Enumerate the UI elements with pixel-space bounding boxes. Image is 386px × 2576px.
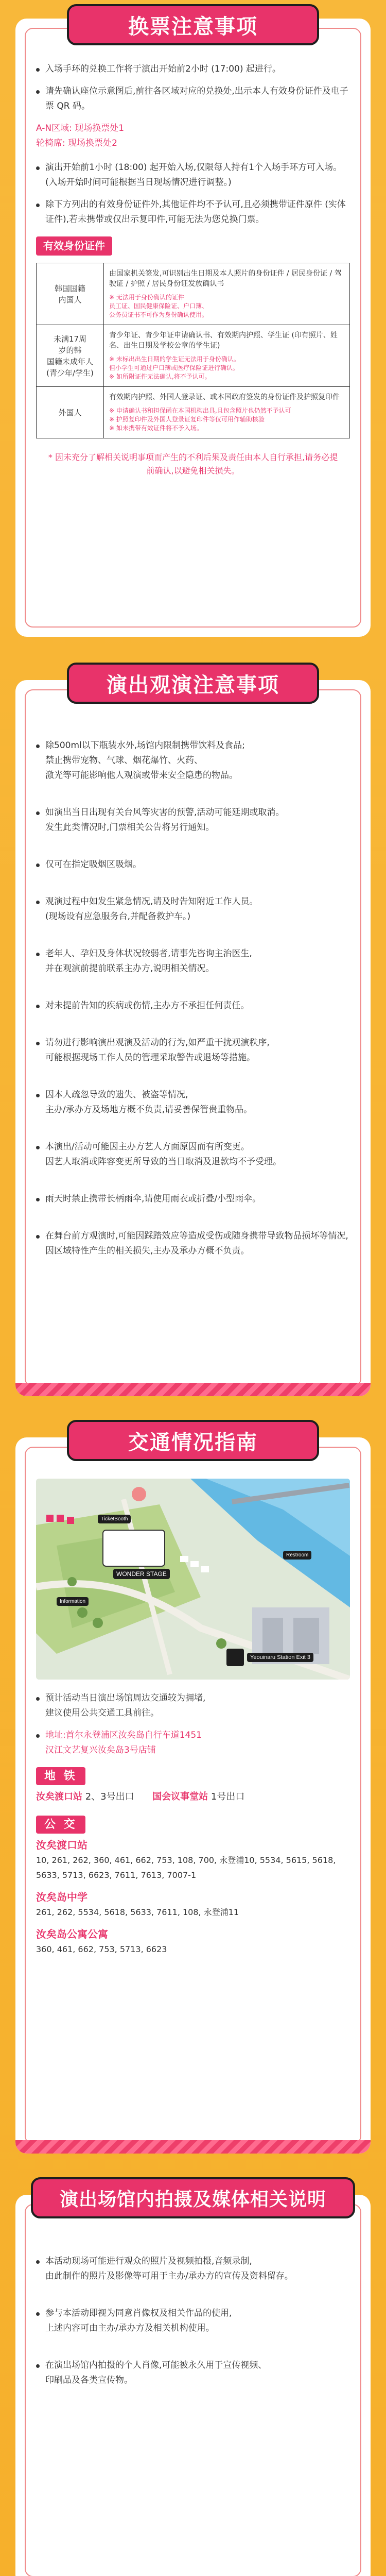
media-bullet-3: 在演出场馆内拍摄的个人肖像,可能被永久用于宣传视频、 印刷品及各类宣传物。 xyxy=(36,2358,350,2388)
viewing-bullet-1: 除500ml以下瓶装水外,场馆内限制携带饮料及食品; 禁止携带宠物、气球、烟花爆竹、火药、 激光等可能影响他人观演或带来安全隐患的物品。 xyxy=(36,738,350,783)
id-table-cell-korean xyxy=(104,263,350,325)
id-table-head-korean: 韩国国籍 内国人 xyxy=(37,263,104,325)
bus-routes-1: 10, 261, 262, 360, 461, 662, 753, 108, 700, 永登浦10, 5534, 5615, 5618, 5633, 5713, 6623, 7611, 7613, 7007-1 xyxy=(36,1855,336,1880)
viewing-bullet-9: 本演出/活动可能因主办方艺人方面原因而有所变更。 因艺人取消或阵容变更所导致的当日取消及退款均不予受理。 xyxy=(36,1140,350,1170)
media-title: 演出场馆内拍摄及媒体相关说明 xyxy=(59,2189,326,2210)
bus-routes-2: 261, 262, 5534, 5618, 5633, 7611, 108, 永登浦11 xyxy=(36,1907,239,1917)
table-row xyxy=(37,263,350,325)
venue-map-illustration xyxy=(36,1479,350,1680)
exchange-title-pill xyxy=(67,4,319,45)
id-tag: 有效身份证件 xyxy=(36,236,112,256)
id-table-body-foreigner: 有效期内护照、外国人登录证、或本国政府签发的身份证件及护照复印件 xyxy=(109,393,340,401)
viewing-bullet-4: 观演过程中如发生紧急情况,请及时告知附近工作人员。 (现场设有应急服务台,并配备救护车。) xyxy=(36,894,350,924)
viewing-bullet-6: 对未提前告知的疾病或伤情,主办方不承担任何责任。 xyxy=(36,998,350,1013)
viewing-section xyxy=(36,723,350,1281)
map-label-restroom: Restroom xyxy=(283,1551,311,1560)
bus-stop-2: 汝矣岛中学 xyxy=(36,1891,87,1903)
traffic-section xyxy=(36,1691,350,1957)
subway-tag-wrap xyxy=(36,1767,350,1785)
subway-tag: 地 铁 xyxy=(36,1767,85,1785)
bus-tag: 公 交 xyxy=(36,1816,85,1834)
bus-stop-1: 汝矣渡口站 xyxy=(36,1839,87,1851)
exchange-section xyxy=(36,62,350,478)
table-row xyxy=(37,325,350,387)
bus-group-1 xyxy=(36,1838,350,1883)
subway-info-2: 1号出口 xyxy=(210,1791,245,1802)
viewing-title-pill xyxy=(67,663,319,704)
zone-item-a-n: A-N区域: 现场换票处1 xyxy=(36,123,125,133)
id-table-notes-korean: ※ 无法用于身份确认的证件 员工证、国民健康保险证、户口簿、 公务员证书不可作为身份确认使用。 xyxy=(109,294,208,318)
venue-address: 地址:首尔永登浦区汝矣岛自行车道1451 汉江文艺复兴汝矣岛3号店铺 xyxy=(36,1728,350,1758)
viewing-bullet-2: 如演出当日出现有关台风等灾害的预警,活动可能延期或取消。 发生此类情况时,门票相关公告将另行通知。 xyxy=(36,805,350,835)
exchange-bullet-2: 请先确认座位示意图后,前往各区域对应的兑换处,出示本人有效身份证件及电子票 QR 码。 xyxy=(36,84,350,114)
bus-stop-3: 汝矣岛公寓公寓 xyxy=(36,1928,108,1940)
bus-tag-wrap xyxy=(36,1816,350,1834)
viewing-bullet-11: 在舞台前方观演时,可能因踩踏效应等造成受伤或随身携带导致物品损坏等情况,因区域特性产生的相关损失,主办及承办方概不负责。 xyxy=(36,1229,350,1259)
map-label-ticketbooth: TicketBooth xyxy=(98,1515,131,1523)
traffic-title: 交通情况指南 xyxy=(128,1430,258,1454)
viewing-bullet-5: 老年人、孕妇及身体状况较弱者,请事先咨询主治医生, 并在观演前提前联系主办方,说明相关情况。 xyxy=(36,946,350,976)
media-bullet-2: 参与本活动即视为同意肖像权及相关作品的使用, 上述内容可由主办/承办方及相关机构使用。 xyxy=(36,2306,350,2336)
id-table-body-korean: 由国家机关签发,可识别出生日期及本人照片的身份证件 / 居民身份证 / 驾驶证 / 护照 / 居民身份证发放确认书 xyxy=(109,269,342,288)
viewing-bullet-3: 仅可在指定吸烟区吸烟。 xyxy=(36,857,350,872)
exchange-bullet-1: 入场手环的兑换工作将于演出开始前2小时 (17:00) 起进行。 xyxy=(36,62,350,77)
media-section xyxy=(36,2239,350,2410)
map-label-stage: WONDER STAGE xyxy=(113,1569,170,1579)
table-row xyxy=(37,387,350,438)
viewing-bullet-10: 雨天时禁止携带长柄雨伞,请使用雨衣或折叠/小型雨伞。 xyxy=(36,1192,350,1207)
subway-station-2: 国会议事堂站 xyxy=(152,1791,208,1802)
viewing-bullet-7: 请勿进行影响演出观演及活动的行为,如严重干扰观演秩序, 可能根据现场工作人员的管理采取警告或退场等措施。 xyxy=(36,1036,350,1065)
id-table-cell-foreigner xyxy=(104,387,350,438)
id-table-notes-foreigner: ※ 申请确认书和担保函在本国机构出具,且包含照片也仍然不予认可 ※ 护照复印件及外国人登录证复印件等仅可用作辅助核验 ※ 如未携带有效证件将不予入场。 xyxy=(109,407,291,432)
traffic-title-pill xyxy=(67,1420,319,1461)
viewing-panel-stripe xyxy=(15,1383,371,1396)
exchange-title: 换票注意事项 xyxy=(128,14,258,39)
map-label-information: Information xyxy=(57,1597,89,1606)
media-bullet-1: 本活动现场可能进行观众的照片及视频拍摄,音频录制, 由此制作的照片及影像等可用于主办/承办方的宣传及资料留存。 xyxy=(36,2254,350,2284)
id-table-head-minor: 未满17周 岁的韩 国籍未成年人 (青少年/学生) xyxy=(37,325,104,387)
venue-map xyxy=(36,1479,350,1680)
traffic-bullet-1: 预计活动当日演出场馆周边交通较为拥堵, 建议使用公共交通工具前往。 xyxy=(36,1691,350,1721)
subway-info-1: 2、3号出口 xyxy=(85,1791,134,1802)
id-table-cell-minor xyxy=(104,325,350,387)
subway-lines xyxy=(36,1789,350,1804)
viewing-bullet-8: 因本人疏忽导致的遗失、被盗等情况, 主办/承办方及场地方概不负责,请妥善保管贵重物品。 xyxy=(36,1088,350,1117)
traffic-panel-stripe xyxy=(15,2140,371,2154)
zone-list xyxy=(36,121,350,151)
id-table-head-foreigner: 外国人 xyxy=(37,387,104,438)
map-label-station-exit: Yeouinaru Station Exit 3 xyxy=(247,1653,313,1662)
exchange-footnote: * 因未充分了解相关说明事项而产生的不利后果及责任由本人自行承担,请务必提前确认,以避免相关损失。 xyxy=(48,452,338,476)
id-tag-wrap xyxy=(36,236,350,256)
exchange-bullet-4: 除下方列出的有效身份证件外,其他证件均不予认可,且必须携带证件原件 (实体证件),若未携带或仅出示复印件,可能无法为您兑换门票。 xyxy=(36,197,350,227)
bus-group-3 xyxy=(36,1927,350,1957)
media-title-pill xyxy=(31,2177,355,2218)
bus-group-2 xyxy=(36,1890,350,1920)
viewing-title: 演出观演注意事项 xyxy=(107,673,279,697)
zone-item-wheelchair: 轮椅席: 现场换票处2 xyxy=(36,138,117,148)
bus-routes-3: 360, 461, 662, 753, 5713, 6623 xyxy=(36,1944,167,1954)
id-table-notes-minor: ※ 未标出出生日期的学生证无法用于身份确认。 但小学生可通过户口簿或医疗保险证进行确认。 ※ 如所附证件无法确认,将不予认可。 xyxy=(109,355,240,380)
id-table xyxy=(36,263,350,438)
id-table-body-minor: 青少年证、青少年证申请确认书、有效期内护照、学生证 (印有照片、姓名、出生日期及学校公章的学生证) xyxy=(109,331,338,350)
subway-station-1: 汝矣渡口站 xyxy=(36,1791,82,1802)
exchange-bullet-3: 演出开始前1小时 (18:00) 起开始入场,仅限每人持有1个入场手环方可入场。(入场开始时间可能根据当日现场情况进行调整。) xyxy=(36,160,350,190)
